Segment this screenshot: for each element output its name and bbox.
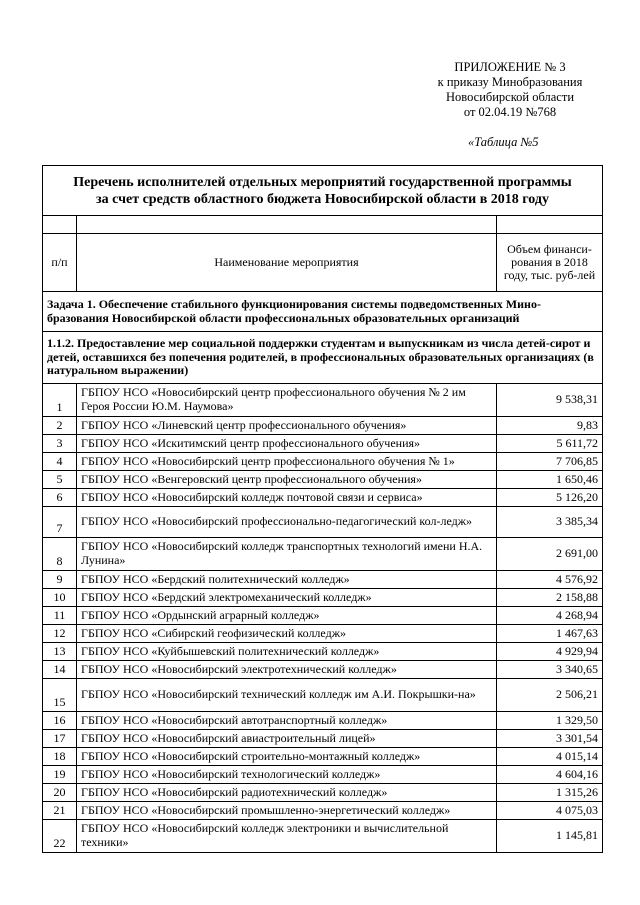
row-value: 9 538,31 [497, 384, 603, 417]
row-name: ГБПОУ НСО «Новосибирский электротехнический колледж» [77, 661, 497, 679]
row-name: ГБПОУ НСО «Новосибирский промышленно-энергетический колледж» [77, 802, 497, 820]
row-number: 22 [43, 820, 77, 853]
row-name: ГБПОУ НСО «Новосибирский колледж электроники и вычислительной техники» [77, 820, 497, 853]
table-row [43, 538, 603, 571]
row-name: ГБПОУ НСО «Новосибирский колледж почтовой связи и сервиса» [77, 489, 497, 507]
table-title [43, 166, 603, 216]
order-date: от 02.04.19 №768 [463, 105, 557, 119]
row-name: ГБПОУ НСО «Искитимский центр профессионального обучения» [77, 435, 497, 453]
row-value: 2 506,21 [497, 679, 603, 712]
row-name: ГБПОУ НСО «Новосибирский строительно-монтажный колледж» [77, 748, 497, 766]
row-value: 3 385,34 [497, 507, 603, 538]
table-row [43, 453, 603, 471]
row-number: 10 [43, 589, 77, 607]
empty-cell [497, 216, 603, 234]
row-number: 1 [43, 384, 77, 417]
table-row [43, 730, 603, 748]
row-number: 4 [43, 453, 77, 471]
row-number: 14 [43, 661, 77, 679]
column-header-value: Объем финанси-рования в 2018 году, тыс. руб-лей [497, 234, 603, 292]
appendix-header [420, 60, 600, 120]
task-1-row: Задача 1. Обеспечение стабильного функционирования системы подведомственных Мино-бразования Новосибирской области профессиональных образовательных организаций [43, 292, 603, 332]
row-value: 1 145,81 [497, 820, 603, 853]
empty-cell [77, 216, 497, 234]
row-value: 5 611,72 [497, 435, 603, 453]
row-value: 3 340,65 [497, 661, 603, 679]
row-number: 12 [43, 625, 77, 643]
row-name: ГБПОУ НСО «Бердский политехнический колледж» [77, 571, 497, 589]
row-number: 11 [43, 607, 77, 625]
order-reference: к приказу Минобразования [437, 75, 583, 89]
row-value: 5 126,20 [497, 489, 603, 507]
table-title-line2: за счет средств областного бюджета Новосибирской области в 2018 году [96, 191, 549, 207]
table-row [43, 661, 603, 679]
row-value: 4 929,94 [497, 643, 603, 661]
row-value: 1 329,50 [497, 712, 603, 730]
table-row [43, 607, 603, 625]
row-number: 18 [43, 748, 77, 766]
row-value: 3 301,54 [497, 730, 603, 748]
table-reference: «Таблица №5 [468, 135, 539, 149]
table-row [43, 471, 603, 489]
row-name: ГБПОУ НСО «Ордынский аграрный колледж» [77, 607, 497, 625]
row-value: 4 604,16 [497, 766, 603, 784]
table-row [43, 766, 603, 784]
table-title-line1: Перечень исполнителей отдельных мероприятий государственной программы [73, 174, 572, 190]
table-row [43, 802, 603, 820]
table-row [43, 712, 603, 730]
row-name: ГБПОУ НСО «Куйбышевский политехнический колледж» [77, 643, 497, 661]
row-value: 9,83 [497, 417, 603, 435]
row-value: 2 691,00 [497, 538, 603, 571]
table-row [43, 417, 603, 435]
empty-cell [43, 216, 77, 234]
table-row [43, 489, 603, 507]
appendix-number: ПРИЛОЖЕНИЕ № 3 [454, 60, 566, 74]
row-name: ГБПОУ НСО «Бердский электромеханический колледж» [77, 589, 497, 607]
row-name: ГБПОУ НСО «Новосибирский центр профессионального обучения № 2 им Героя России Ю.М. Наумова» [77, 384, 497, 417]
row-name: ГБПОУ НСО «Новосибирский профессионально-педагогический кол-ледж» [77, 507, 497, 538]
table-row [43, 784, 603, 802]
row-name: ГБПОУ НСО «Новосибирский автотранспортный колледж» [77, 712, 497, 730]
row-number: 19 [43, 766, 77, 784]
table-row [43, 571, 603, 589]
row-name: ГБПОУ НСО «Новосибирский технический колледж им А.И. Покрышки-на» [77, 679, 497, 712]
row-name: ГБПОУ НСО «Сибирский геофизический колледж» [77, 625, 497, 643]
table-row [43, 507, 603, 538]
row-name: ГБПОУ НСО «Новосибирский авиастроительный лицей» [77, 730, 497, 748]
row-name: ГБПОУ НСО «Новосибирский центр профессионального обучения № 1» [77, 453, 497, 471]
row-value: 4 576,92 [497, 571, 603, 589]
row-number: 3 [43, 435, 77, 453]
subtask-row: 1.1.2. Предоставление мер социальной поддержки студентам и выпускникам из числа детей-сирот и детей, оставшихся без попечения родителей, в профессиональных образовательных организациях (в натуральном выражении) [43, 332, 603, 384]
row-number: 15 [43, 679, 77, 712]
row-value: 7 706,85 [497, 453, 603, 471]
row-number: 16 [43, 712, 77, 730]
table-row [43, 384, 603, 417]
table-row [43, 748, 603, 766]
table-row [43, 820, 603, 853]
row-value: 4 268,94 [497, 607, 603, 625]
row-number: 21 [43, 802, 77, 820]
row-number: 6 [43, 489, 77, 507]
row-number: 17 [43, 730, 77, 748]
row-number: 13 [43, 643, 77, 661]
row-value: 1 315,26 [497, 784, 603, 802]
row-name: ГБПОУ НСО «Линевский центр профессионального обучения» [77, 417, 497, 435]
row-name: ГБПОУ НСО «Новосибирский радиотехнический колледж» [77, 784, 497, 802]
row-value: 4 015,14 [497, 748, 603, 766]
row-number: 8 [43, 538, 77, 571]
table-row [43, 625, 603, 643]
row-value: 1 650,46 [497, 471, 603, 489]
row-value: 2 158,88 [497, 589, 603, 607]
row-name: ГБПОУ НСО «Новосибирский технологический колледж» [77, 766, 497, 784]
table-row [43, 643, 603, 661]
column-header-name: Наименование мероприятия [77, 234, 497, 292]
column-header-number: п/п [43, 234, 77, 292]
table-row [43, 589, 603, 607]
row-number: 20 [43, 784, 77, 802]
row-number: 5 [43, 471, 77, 489]
row-number: 7 [43, 507, 77, 538]
executors-table [42, 165, 603, 853]
row-name: ГБПОУ НСО «Новосибирский колледж транспортных технологий имени Н.А. Лунина» [77, 538, 497, 571]
row-value: 4 075,03 [497, 802, 603, 820]
row-number: 9 [43, 571, 77, 589]
region-name: Новосибирской области [445, 90, 575, 104]
table-row [43, 435, 603, 453]
row-number: 2 [43, 417, 77, 435]
row-name: ГБПОУ НСО «Венгеровский центр профессионального обучения» [77, 471, 497, 489]
table-row [43, 679, 603, 712]
row-value: 1 467,63 [497, 625, 603, 643]
